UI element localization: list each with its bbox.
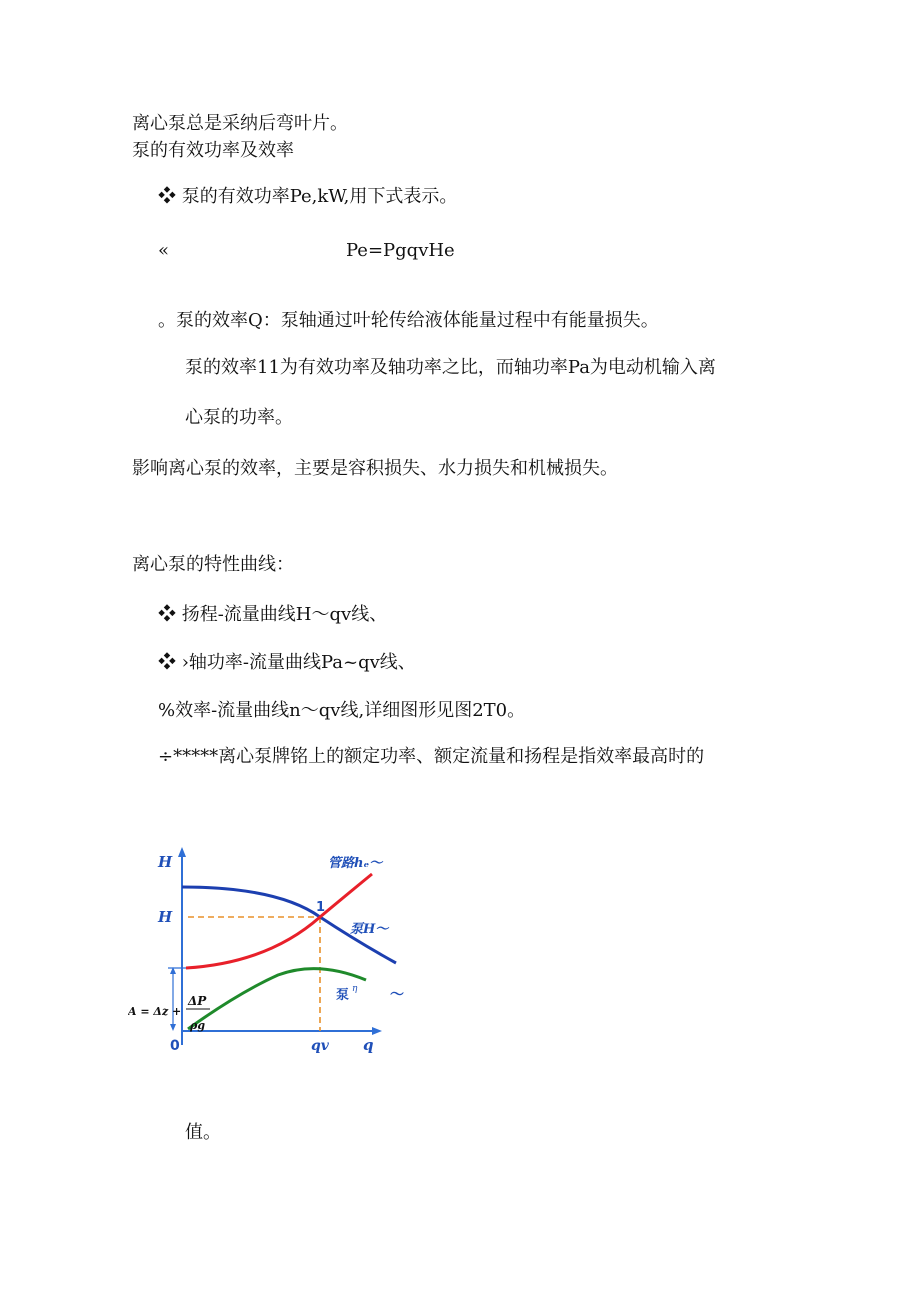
- operating-point-label: 1: [316, 900, 326, 915]
- bullet-effective-power: ❖ 泵的有效功率Pe,kW,用下式表示。: [158, 186, 458, 207]
- text-line-rated-values: ÷*****离心泵牌铭上的额定功率、额定流量和扬程是指效率最高时的: [158, 746, 705, 767]
- pump-characteristic-figure: [128, 845, 418, 1060]
- bullet-shaft-power-curve: ❖ ›轴功率-流量曲线Pa~qv线、: [158, 652, 416, 673]
- text-line-pump-efficiency: 。泵的效率Q：泵轴通过叶轮传给液体能量过程中有能量损失。: [158, 310, 659, 331]
- y-axis-label: H: [158, 853, 173, 871]
- text-line-efficiency-ratio-cont: 心泵的功率。: [185, 407, 293, 428]
- pump-efficiency-label: 泵: [336, 988, 350, 1003]
- arrow-down-icon: [170, 1024, 176, 1031]
- text-line-value: 值。: [185, 1122, 221, 1143]
- formula-effective-power: Pe=PgqvHe: [346, 240, 455, 261]
- text-line-backward-blades: 离心泵总是采纳后弯叶片。: [132, 113, 348, 134]
- origin-label: 0: [170, 1038, 180, 1054]
- delta-p-label: ΔP: [188, 994, 207, 1008]
- pipe-curve-label: 管路hₑ～: [328, 856, 383, 871]
- heading-power-efficiency: 泵的有效功率及效率: [132, 140, 294, 161]
- static-head-equation: A = Δz +: [128, 1005, 182, 1018]
- text-line-losses: 影响离心泵的效率，主要是容积损失、水力损失和机械损失。: [132, 458, 618, 479]
- rho-g-label: ρg: [190, 1019, 206, 1032]
- h-tick-label: H: [158, 908, 173, 926]
- formula-mark: «: [158, 240, 170, 261]
- x-axis-arrow-icon: [372, 1027, 382, 1035]
- text-line-efficiency-ratio: 泵的效率11为有效功率及轴功率之比，而轴功率Pa为电动机输入离: [185, 357, 716, 378]
- heading-characteristic-curves: 离心泵的特性曲线：: [132, 554, 294, 575]
- x-axis-label: q: [363, 1036, 374, 1054]
- efficiency-tilde: ～: [390, 987, 404, 1003]
- eta-symbol: η: [352, 984, 358, 994]
- qv-label: qv: [311, 1038, 329, 1054]
- pump-head-label: 泵H～: [350, 922, 389, 937]
- y-axis-arrow-icon: [178, 847, 186, 857]
- text-line-efficiency-curve: %效率-流量曲线n～qv线,详细图形见图2T0。: [158, 700, 526, 721]
- bullet-head-curve: ❖ 扬程-流量曲线H～qv线、: [158, 604, 388, 625]
